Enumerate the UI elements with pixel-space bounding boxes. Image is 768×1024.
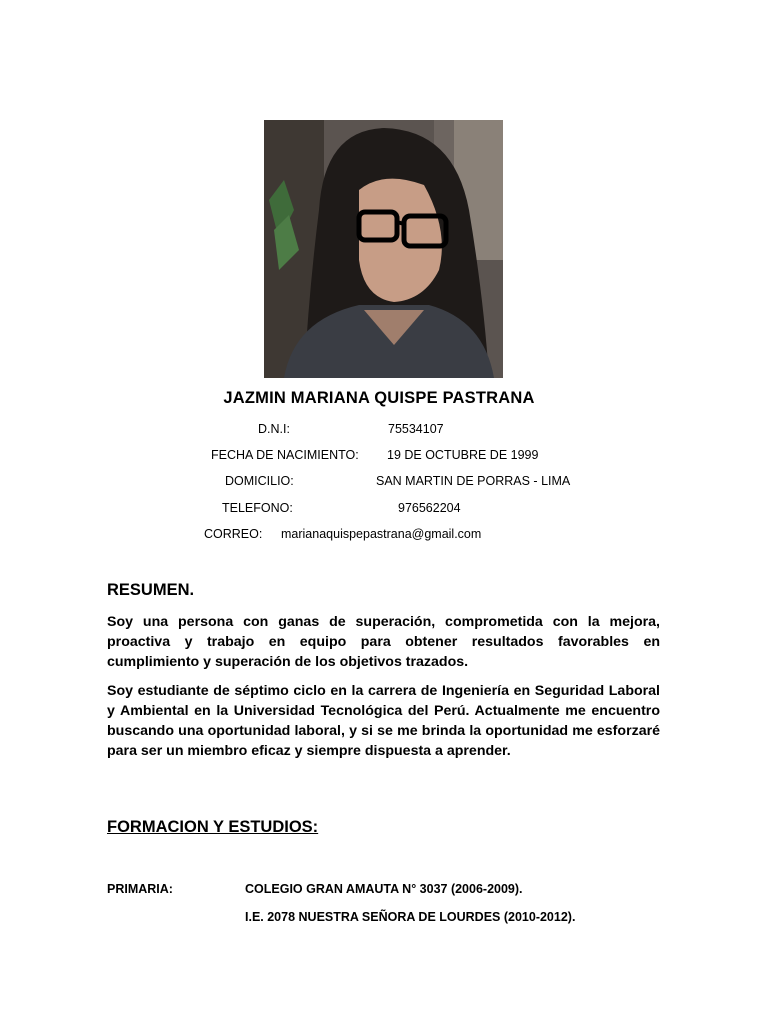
- primary-item-2: I.E. 2078 NUESTRA SEÑORA DE LOURDES (2010-2012).: [245, 910, 576, 924]
- education-title: FORMACION Y ESTUDIOS:: [107, 818, 319, 836]
- primary-label: PRIMARIA:: [107, 882, 173, 896]
- address-label: DOMICILIO:: [225, 474, 294, 488]
- phone-value: 976562204: [398, 501, 461, 515]
- birth-label: FECHA DE NACIMIENTO:: [211, 448, 359, 462]
- email-value: marianaquispepastrana@gmail.com: [281, 527, 482, 541]
- address-value: SAN MARTIN DE PORRAS - LIMA: [376, 474, 571, 488]
- profile-photo-image: [264, 120, 503, 378]
- profile-photo: [264, 120, 503, 378]
- dni-label: D.N.I:: [258, 422, 290, 436]
- email-label: CORREO:: [204, 527, 263, 541]
- dni-value: 75534107: [388, 422, 444, 436]
- candidate-name: JAZMIN MARIANA QUISPE PASTRANA: [223, 389, 535, 407]
- birth-value: 19 DE OCTUBRE DE 1999: [387, 448, 539, 462]
- summary-paragraph-2: Soy estudiante de séptimo ciclo en la carrera de Ingeniería en Seguridad Laboral y Ambiental en la Universidad Tecnológica del Perú. Actualmente me encuentro buscando una oportunidad laboral, y si se me brinda la oportunidad me esforzaré para ser un miembro eficaz y siempre dispuesta a aprender.: [107, 683, 660, 759]
- primary-item-1: COLEGIO GRAN AMAUTA N° 3037 (2006-2009).: [245, 882, 523, 896]
- summary-title: RESUMEN.: [107, 581, 195, 599]
- summary-paragraph-1: Soy una persona con ganas de superación, comprometida con la mejora, proactiva y trabajo en equipo para obtener resultados favorables en cumplimiento y superación de los objetivos trazados.: [107, 614, 660, 670]
- phone-label: TELEFONO:: [222, 501, 293, 515]
